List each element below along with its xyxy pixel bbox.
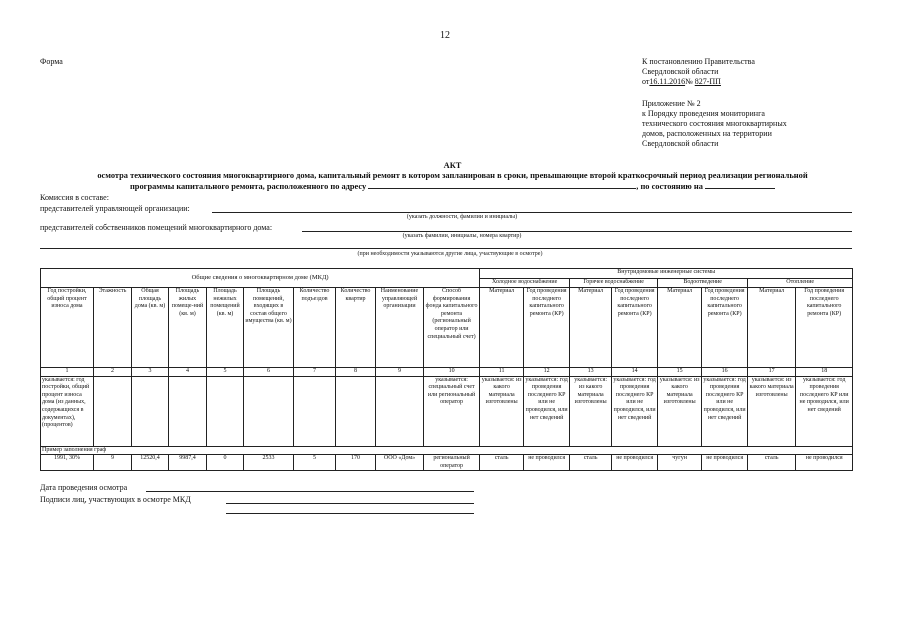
approval-line-1: К постановлению Правительства [642,57,755,66]
inspection-date-label: Дата проведения осмотра [40,483,128,492]
col-header-14: Год проведения последнего капитального ремонта (КР) [612,288,658,368]
as-of-date-blank[interactable] [705,182,775,189]
col-number: 12 [524,368,570,377]
note-empty [94,376,132,446]
col-header-1: Год постройки, общий процент износа дома [41,288,94,368]
col-number: 14 [612,368,658,377]
example-row [41,455,853,471]
note-empty [294,376,336,446]
general-info-group-header: Общие сведения о многоквартирном доме (МКД) [41,269,480,288]
example-cell: не проводился [612,455,658,471]
col-header-17: Материал [748,288,796,368]
note-col-13: указывается: из какого материала изготовлены [570,376,612,446]
inspection-date-line[interactable] [146,491,474,492]
page-number: 12 [440,30,450,41]
col-header-15: Материал [658,288,702,368]
form-label: Форма [40,57,63,66]
col-number: 6 [244,368,294,377]
management-reps-hint: (указать должности, фамилии и инициалы) [406,214,518,220]
commission-label: Комиссия в составе: [40,193,109,202]
example-cell: чугун [658,455,702,471]
note-col-10: указывается: специальный счет или региональный оператор [424,376,480,446]
note-col-15: указывается: из какого материала изготовлены [658,376,702,446]
drainage-header: Водоотведение [658,279,748,288]
act-title: АКТ [443,161,462,170]
as-of-label: , по состоянию на [636,182,703,191]
address-blank[interactable] [368,182,636,189]
example-cell: 2533 [244,455,294,471]
col-header-6: Площадь помещений, входящих в состав общего имущества (кв. м) [244,288,294,368]
col-number: 3 [132,368,169,377]
act-subtitle: осмотра технического состояния многоквартирного дома, капитальный ремонт в котором запланирован в сроки, превышающие второй краткосрочный период реализации региональной [97,171,808,180]
col-number: 17 [748,368,796,377]
col-number: 5 [207,368,244,377]
col-header-5: Площадь нежилых помещений (кв. м) [207,288,244,368]
col-number: 11 [480,368,524,377]
appendix-line-3: технического состояния многоквартирных [642,119,787,128]
appendix-line-5: Свердловской области [642,139,719,148]
example-cell: сталь [570,455,612,471]
example-cell: сталь [480,455,524,471]
note-empty [132,376,169,446]
others-line[interactable] [40,248,852,249]
col-header-13: Материал [570,288,612,368]
col-header-10: Способ формирования фонда капитального ремонта (региональный оператор или специальный счет) [424,288,480,368]
col-header-7: Количество подъездов [294,288,336,368]
signatures-label: Подписи лиц, участвующих в осмотре МКД [40,495,191,504]
note-empty [244,376,294,446]
approval-date: 16.11.2016 [649,77,686,86]
example-cell: ООО «Дом» [376,455,424,471]
owners-reps-line[interactable] [302,231,852,232]
col-header-9: Наименование управляющей организации [376,288,424,368]
note-empty [376,376,424,446]
note-empty [336,376,376,446]
appendix-line-2: к Порядку проведения мониторинга [642,109,765,118]
col-header-16: Год проведения последнего капитального ремонта (КР) [702,288,748,368]
approval-number-prefix: № [685,77,693,86]
example-cell: 170 [336,455,376,471]
col-header-18: Год проведения последнего капитального ремонта (КР) [796,288,853,368]
col-number: 2 [94,368,132,377]
instructions-row [41,376,853,446]
example-cell: не проводился [796,455,853,471]
col-header-11: Материал [480,288,524,368]
cold-water-header: Холодное водоснабжение [480,279,570,288]
note-col-11: указывается: из какого материала изготовлены [480,376,524,446]
note-empty [169,376,207,446]
col-number: 4 [169,368,207,377]
example-cell: 1991, 30% [41,455,94,471]
appendix-line-4: домов, расположенных на территории [642,129,772,138]
engineering-systems-group-header: Внутридомовые инженерные системы [480,269,853,279]
hot-water-header: Горячее водоснабжение [570,279,658,288]
col-header-2: Этажность [94,288,132,368]
col-number: 9 [376,368,424,377]
approval-number: 827-ПП [694,77,721,86]
example-cell: 9987,4 [169,455,207,471]
appendix-line-1: Приложение № 2 [642,99,701,108]
col-number: 15 [658,368,702,377]
management-reps-line[interactable] [212,212,852,213]
note-empty [207,376,244,446]
example-label: Пример заполнения граф [41,446,853,455]
note-col-14: указывается: год проведения последнего КР или не проводился, или нет сведений [612,376,658,446]
col-header-3: Общая площадь дома (кв. м) [132,288,169,368]
others-hint: (при необходимости указываются другие лица, участвующие в осмотре) [357,251,543,257]
approval-block [642,57,755,87]
column-headers-row [41,288,853,368]
example-cell: региональный оператор [424,455,480,471]
example-cell: 12520,4 [132,455,169,471]
col-number: 13 [570,368,612,377]
example-cell: 9 [94,455,132,471]
owners-reps-hint: (указать фамилии, инициалы, номера квартир) [402,233,522,239]
column-numbers-row [41,368,853,377]
approval-line-2: Свердловской области [642,67,719,76]
example-cell: 0 [207,455,244,471]
example-cell: сталь [748,455,796,471]
note-col-12: указывается: год проведения последнего КР или не проводился, или нет сведений [524,376,570,446]
note-col-17: указывается: из какого материала изготовлены [748,376,796,446]
note-col-1: указывается: год постройки, общий процент износа дома (из данных, содержащихся в документах), (процентов) [41,376,94,446]
col-header-12: Год проведения последнего капитального ремонта (КР) [524,288,570,368]
management-reps-label: представителей управляющей организации: [40,204,190,213]
col-header-8: Количество квартир [336,288,376,368]
example-cell: не проводился [524,455,570,471]
note-col-16: указывается: год проведения последнего КР или не проводился, или нет сведений [702,376,748,446]
col-number: 7 [294,368,336,377]
signature-line-2[interactable] [226,513,474,514]
col-number: 10 [424,368,480,377]
act-address-line [0,182,905,191]
appendix-block [642,99,787,149]
col-number: 8 [336,368,376,377]
example-cell: 5 [294,455,336,471]
note-col-18: указывается: год проведения последнего КР или не проводился, или нет сведений [796,376,853,446]
col-number: 18 [796,368,853,377]
heating-header: Отопление [748,279,853,288]
signature-line-1[interactable] [226,503,474,504]
approval-date-prefix: от [642,77,650,86]
approval-date-line [642,77,755,87]
address-label: программы капитального ремонта, расположенного по адресу [129,182,367,191]
example-cell: не проводился [702,455,748,471]
inspection-table [40,268,853,471]
col-header-4: Площадь жилых помеще-ний (кв. м) [169,288,207,368]
col-number: 1 [41,368,94,377]
col-number: 16 [702,368,748,377]
owners-reps-label: представителей собственников помещений многоквартирного дома: [40,223,273,232]
